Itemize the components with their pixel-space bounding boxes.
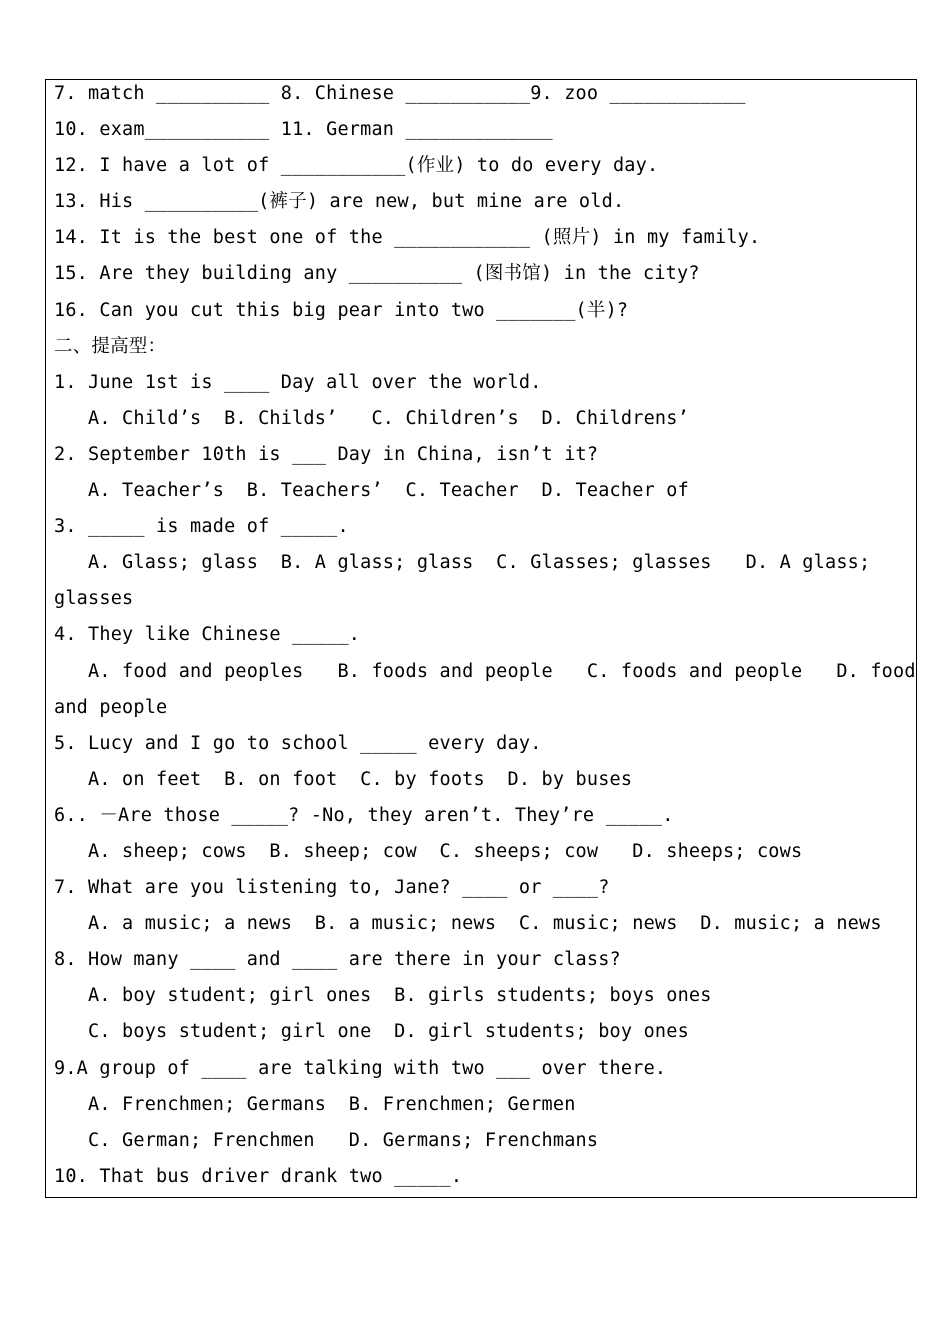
question-5-options: A. on feet B. on foot C. by foots D. by buses [54,768,633,790]
question-5: 5. Lucy and I go to school _____ every day. [54,732,542,754]
question-4-options: A. food and peoples B. foods and people C. foods and people D. food [54,660,916,682]
exercise-line-16: 16. Can you cut this big pear into two _______(半)? [54,299,629,321]
exercise-line-7-9: 7. match __________ 8. Chinese ___________9. zoo ____________ [54,83,746,104]
question-1: 1. June 1st is ____ Day all over the world. [54,371,542,393]
exercise-line-12: 12. I have a lot of ___________(作业) to do every day. [54,155,659,177]
question-1-options: A. Child’s B. Childs’ C. Children’s D. Childrens’ [54,407,689,429]
question-4: 4. They like Chinese _____. [54,624,361,646]
question-3-options: A. Glass; glass B. A glass; glass C. Glasses; glasses D. A glass; [54,552,871,574]
question-8: 8. How many ____ and ____ are there in your class? [54,949,621,971]
exercise-line-14: 14. It is the best one of the ____________ (照片) in my family. [54,227,761,249]
question-7: 7. What are you listening to, Jane? ____ or ____? [54,877,610,899]
question-10: 10. That bus driver drank two _____. [54,1165,463,1187]
question-3-options-wrap: glasses [54,588,134,610]
question-4-options-wrap: and people [54,696,168,718]
question-9-options-ab: A. Frenchmen; Germans B. Frenchmen; Germen [54,1093,576,1115]
question-7-options: A. a music; a news B. a music; news C. music; news D. music; a news [54,913,882,935]
exercise-line-15: 15. Are they building any __________ (图书馆) in the city? [54,263,700,285]
question-2: 2. September 10th is ___ Day in China, isn’t it? [54,443,599,465]
question-6: 6.. －Are those _____? -No, they aren’t. They’re _____. [54,804,674,826]
question-8-options-cd: C. boys student; girl one D. girl students; boy ones [54,1021,689,1043]
section-heading: 二、提高型： [54,335,167,357]
question-9: 9.A group of ____ are talking with two ___ over there. [54,1057,667,1079]
exercise-line-10-11: 10. exam___________ 11. German _____________ [54,119,553,141]
exercise-line-13: 13. His __________(裤子) are new, but mine are old. [54,191,625,213]
question-6-options: A. sheep; cows B. sheep; cow C. sheeps; cow D. sheeps; cows [54,840,803,862]
question-2-options: A. Teacher’s B. Teachers’ C. Teacher D. Teacher of [54,480,689,502]
question-3: 3. _____ is made of _____. [54,516,349,538]
question-9-options-cd: C. German; Frenchmen D. Germans; Frenchmans [54,1129,599,1151]
worksheet-content [54,82,916,1201]
question-8-options-ab: A. boy student; girl ones B. girls students; boys ones [54,985,712,1007]
